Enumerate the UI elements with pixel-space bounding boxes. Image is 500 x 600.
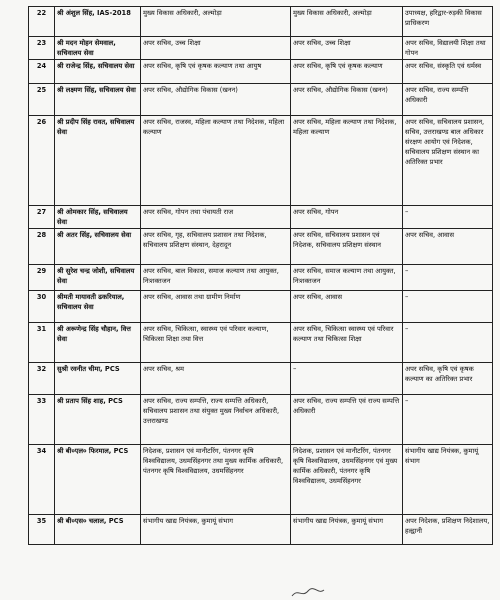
additional-charge: अपर सचिव, कृषि एवं कृषक कल्याण का अतिरिक्त प्रभार (403, 363, 493, 395)
officer-name: श्रीमती मायावती ढकरियाल, सचिवालय सेवा (55, 291, 141, 323)
additional-charge: – (403, 206, 493, 229)
serial-number: 24 (29, 60, 55, 84)
new-posting: अपर सचिव, समाज कल्याण तथा आयुक्त, निःशक्तजन (291, 265, 403, 291)
current-posting: अपर सचिव, बाल विकास, समाज कल्याण तथा आयुक्त, निःशक्तजन (141, 265, 291, 291)
serial-number: 23 (29, 37, 55, 60)
new-posting: संभागीय खाद्य नियंत्रक, कुमायूं संभाग (291, 515, 403, 545)
new-posting: अपर सचिव, उच्च शिक्षा (291, 37, 403, 60)
serial-number: 29 (29, 265, 55, 291)
current-posting: अपर सचिव, गोपन तथा पंचायती राज (141, 206, 291, 229)
new-posting: अपर सचिव, आवास (291, 291, 403, 323)
table-row (29, 84, 493, 116)
new-posting: – (291, 363, 403, 395)
current-posting: संभागीय खाद्य नियंत्रक, कुमायूं संभाग (141, 515, 291, 545)
additional-charge: – (403, 323, 493, 363)
new-posting: अपर सचिव, औद्योगिक विकास (खनन) (291, 84, 403, 116)
additional-charge: अपर सचिव, सचिवालय प्रशासन, सचिव, उत्तराखण्ड बाल अधिकार संरक्षण आयोग एवं निदेशक, सचिवालय प्रशिक्षण संस्थान का अतिरिक्त प्रभार (403, 116, 493, 206)
table-row (29, 323, 493, 363)
current-posting: अपर सचिव, श्रम (141, 363, 291, 395)
officer-name: श्री अरूणेन्द्र सिंह चौहान, वित्त सेवा (55, 323, 141, 363)
serial-number: 33 (29, 395, 55, 445)
new-posting: निदेशक, प्रशासन एवं मानीटरिंग, पंतनगर कृषि विश्वविद्यालय, उधमसिंहनगर एवं मुख्य कार्मिक अधिकारी, पंतनगर कृषि विश्वविद्यालय, उधमसिंहनगर (291, 445, 403, 515)
serial-number: 34 (29, 445, 55, 515)
additional-charge: अपर सचिव, संस्कृति एवं धर्मस्व (403, 60, 493, 84)
current-posting: अपर सचिव, चिकित्सा, स्वास्थ्य एवं परिवार कल्याण, चिकित्सा शिक्षा तथा वित्त (141, 323, 291, 363)
additional-charge: अपर सचिव, आवास (403, 229, 493, 265)
additional-charge: अपर सचिव, विद्यालयी शिक्षा तथा गोपन (403, 37, 493, 60)
table-row (29, 60, 493, 84)
additional-charge: – (403, 265, 493, 291)
current-posting: अपर सचिव, राज्य सम्पत्ति, राज्य सम्पत्ति अधिकारी, सचिवालय प्रशासन तथा संयुक्त मुख्य निर्वाचन अधिकारी, उत्तराखण्ड (141, 395, 291, 445)
new-posting: अपर सचिव, गोपन (291, 206, 403, 229)
table-row (29, 116, 493, 206)
table-row (29, 515, 493, 545)
serial-number: 31 (29, 323, 55, 363)
officer-name: श्री प्रताप सिंह शाह, PCS (55, 395, 141, 445)
serial-number: 28 (29, 229, 55, 265)
additional-charge: उपाध्यक्ष, हरिद्वार-रुड़की विकास प्राधिकरण (403, 7, 493, 37)
table-row (29, 265, 493, 291)
additional-charge: अपर सचिव, राज्य सम्पत्ति अधिकारी (403, 84, 493, 116)
serial-number: 25 (29, 84, 55, 116)
new-posting: अपर सचिव, चिकित्सा स्वास्थ्य एवं परिवार कल्याण तथा चिकित्सा शिक्षा (291, 323, 403, 363)
additional-charge: अपर निदेशक, प्रशिक्षण निदेशालय, हल्द्वानी (403, 515, 493, 545)
new-posting: अपर सचिव, कृषि एवं कृषक कल्याण (291, 60, 403, 84)
current-posting: अपर सचिव, कृषि एवं कृषक कल्याण तथा आयुष (141, 60, 291, 84)
new-posting: अपर सचिव, राज्य सम्पत्ति एवं राज्य सम्पत्ति अधिकारी (291, 395, 403, 445)
table-row (29, 395, 493, 445)
officer-name: श्री सुरेश चन्द्र जोशी, सचिवालय सेवा (55, 265, 141, 291)
current-posting: अपर सचिव, गृह, सचिवालय प्रशासन तथा निदेशक, सचिवालय प्रशिक्षण संस्थान, देहरादून (141, 229, 291, 265)
officer-name: श्री प्रदीप सिंह रावत, सचिवालय सेवा (55, 116, 141, 206)
officer-name: श्री बी०एल० फिरमाल, PCS (55, 445, 141, 515)
table-row (29, 291, 493, 323)
additional-charge: – (403, 395, 493, 445)
new-posting: मुख्य विकास अधिकारी, अल्मोड़ा (291, 7, 403, 37)
current-posting: अपर सचिव, राजस्व, महिला कल्याण तथा निदेशक, महिला कल्याण (141, 116, 291, 206)
table-row (29, 206, 493, 229)
officer-name: श्री अंशुल सिंह, IAS-2018 (55, 7, 141, 37)
table-row (29, 7, 493, 37)
current-posting: अपर सचिव, औद्योगिक विकास (खनन) (141, 84, 291, 116)
officer-name: श्री बी०एस० चलाल, PCS (55, 515, 141, 545)
serial-number: 35 (29, 515, 55, 545)
officer-name: श्री मदन मोहन सेमवाल, सचिवालय सेवा (55, 37, 141, 60)
transfer-table (28, 6, 493, 545)
current-posting: अपर सचिव, आवास तथा ग्रामीण निर्माण (141, 291, 291, 323)
serial-number: 22 (29, 7, 55, 37)
officer-name: श्री राजेन्द्र सिंह, सचिवालय सेवा (55, 60, 141, 84)
serial-number: 32 (29, 363, 55, 395)
current-posting: अपर सचिव, उच्च शिक्षा (141, 37, 291, 60)
officer-name: श्री लक्ष्मण सिंह, सचिवालय सेवा (55, 84, 141, 116)
additional-charge: – (403, 291, 493, 323)
current-posting: मुख्य विकास अधिकारी, अल्मोड़ा (141, 7, 291, 37)
table-row (29, 37, 493, 60)
table-row (29, 445, 493, 515)
officer-name: सुश्री रवनीत चीमा, PCS (55, 363, 141, 395)
new-posting: अपर सचिव, सचिवालय प्रशासन एवं निदेशक, सचिवालय प्रशिक्षण संस्थान (291, 229, 403, 265)
serial-number: 30 (29, 291, 55, 323)
additional-charge: संभागीय खाद्य नियंत्रक, कुमायूं संभाग (403, 445, 493, 515)
current-posting: निदेशक, प्रशासन एवं मानीटरिंग, पंतनगर कृषि विश्वविद्यालय, उधमसिंहनगर तथा मुख्य कार्मिक अधिकारी, पंतनगर कृषि विश्वविद्यालय, उधमसिंहनगर (141, 445, 291, 515)
serial-number: 26 (29, 116, 55, 206)
officer-name: श्री अतर सिंह, सचिवालय सेवा (55, 229, 141, 265)
table-row (29, 229, 493, 265)
new-posting: अपर सचिव, महिला कल्याण तथा निदेशक, महिला कल्याण (291, 116, 403, 206)
initials-mark-icon (290, 586, 326, 600)
serial-number: 27 (29, 206, 55, 229)
officer-name: श्री ओमकार सिंह, सचिवालय सेवा (55, 206, 141, 229)
table-row (29, 363, 493, 395)
